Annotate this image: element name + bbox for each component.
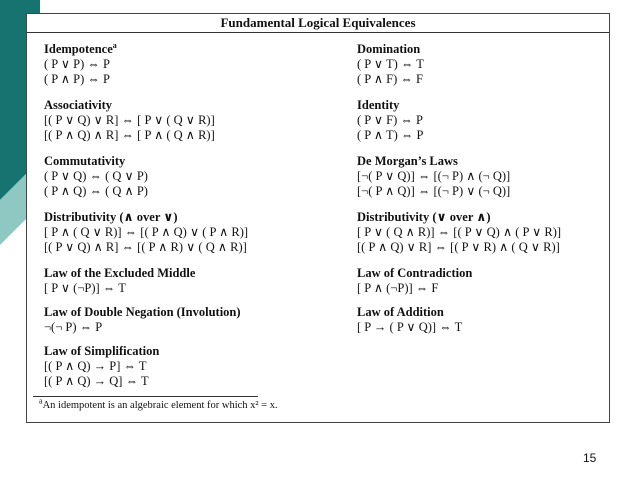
- equivalence-line: [( P ∧ Q) → P] ⇔ T: [44, 359, 147, 373]
- equivalence-line: [ P ∨ ( Q ∧ R)] ⇔ [( P ∨ Q) ∧ ( P ∨ R)]: [357, 225, 562, 239]
- section-domination: [357, 42, 607, 87]
- table-title: Fundamental Logical Equivalences: [220, 15, 416, 30]
- equivalence-line: ( P ∧ F) ⇔ F: [357, 72, 423, 86]
- section-heading: Identity: [357, 98, 400, 112]
- section-heading: Law of Simplification: [44, 344, 160, 358]
- section-double-negation: [44, 305, 344, 335]
- section-contradiction: [357, 266, 607, 296]
- left-column: [44, 42, 344, 389]
- section-heading: Law of the Excluded Middle: [44, 266, 196, 280]
- equivalence-line: ( P ∧ P) ⇔ P: [44, 72, 110, 86]
- section-heading: Idempotence$^a$: [44, 40, 117, 56]
- footnote-rule: [33, 396, 258, 397]
- equivalences-table: [26, 13, 610, 423]
- right-column: [357, 42, 607, 335]
- section-idempotence: [44, 42, 344, 87]
- section-heading: Associativity: [44, 98, 113, 112]
- section-associativity: [44, 98, 344, 143]
- section-heading: Domination: [357, 42, 421, 56]
- equivalence-line: ( P ∧ T) ⇔ P: [357, 128, 424, 142]
- section-heading: Law of Double Negation (Involution): [44, 305, 241, 319]
- section-heading: Law of Contradiction: [357, 266, 473, 280]
- section-distributivity-or-over-and: [357, 210, 607, 255]
- section-heading: Distributivity (∧ over ∨): [44, 210, 178, 224]
- equivalence-line: ( P ∨ F) ⇔ P: [357, 113, 423, 127]
- footnote-text: An idempotent is an algebraic element for which x² = x.: [42, 400, 278, 411]
- equivalence-line: [ P → ( P ∨ Q)] ⇔ T: [357, 320, 463, 334]
- equivalence-line: ( P ∨ T) ⇔ T: [357, 57, 424, 71]
- section-heading: Distributivity (∨ over ∧): [357, 210, 491, 224]
- section-excluded-middle: [44, 266, 344, 296]
- equivalence-line: [( P ∧ Q) ∧ R] ⇔ [ P ∧ ( Q ∧ R)]: [44, 128, 215, 142]
- equivalence-line: [¬( P ∧ Q)] ⇔ [(¬ P) ∨ (¬ Q)]: [357, 184, 511, 198]
- equivalence-line: ( P ∨ P) ⇔ P: [44, 57, 110, 71]
- equivalence-line: [( P ∨ Q) ∧ R] ⇔ [( P ∧ R) ∨ ( Q ∧ R)]: [44, 240, 247, 254]
- equivalence-line: [ P ∧ ( Q ∨ R)] ⇔ [( P ∧ Q) ∨ ( P ∧ R)]: [44, 225, 249, 239]
- equivalence-line: [( P ∨ Q) ∨ R] ⇔ [ P ∨ ( Q ∨ R)]: [44, 113, 215, 127]
- equivalence-line: [ P ∨ (¬P)] ⇔ T: [44, 281, 126, 295]
- footnote-marker: a: [39, 396, 43, 406]
- footnote: [39, 396, 278, 411]
- equivalence-line: ¬(¬ P) ⇔ P: [44, 320, 103, 334]
- footnote-marker: a: [112, 40, 117, 50]
- section-commutativity: [44, 154, 344, 199]
- section-heading: Law of Addition: [357, 305, 444, 319]
- title-rule: [27, 32, 609, 33]
- section-heading: Commutativity: [44, 154, 126, 168]
- section-distributivity-and-over-or: [44, 210, 344, 255]
- equivalence-line: [( P ∧ Q) ∨ R] ⇔ [( P ∨ R) ∧ ( Q ∨ R)]: [357, 240, 560, 254]
- equivalence-line: ( P ∨ Q) ⇔ ( Q ∨ P): [44, 169, 148, 183]
- equivalence-line: [¬( P ∨ Q)] ⇔ [(¬ P) ∧ (¬ Q)]: [357, 169, 511, 183]
- section-identity: [357, 98, 607, 143]
- equivalence-line: [ P ∧ (¬P)] ⇔ F: [357, 281, 439, 295]
- section-heading: De Morgan’s Laws: [357, 154, 458, 168]
- section-addition: [357, 305, 607, 335]
- page-number: 15: [583, 451, 597, 465]
- section-de-morgan: [357, 154, 607, 199]
- section-simplification: [44, 344, 344, 389]
- equivalence-line: ( P ∧ Q) ⇔ ( Q ∧ P): [44, 184, 148, 198]
- equivalence-line: [( P ∧ Q) → Q] ⇔ T: [44, 374, 149, 388]
